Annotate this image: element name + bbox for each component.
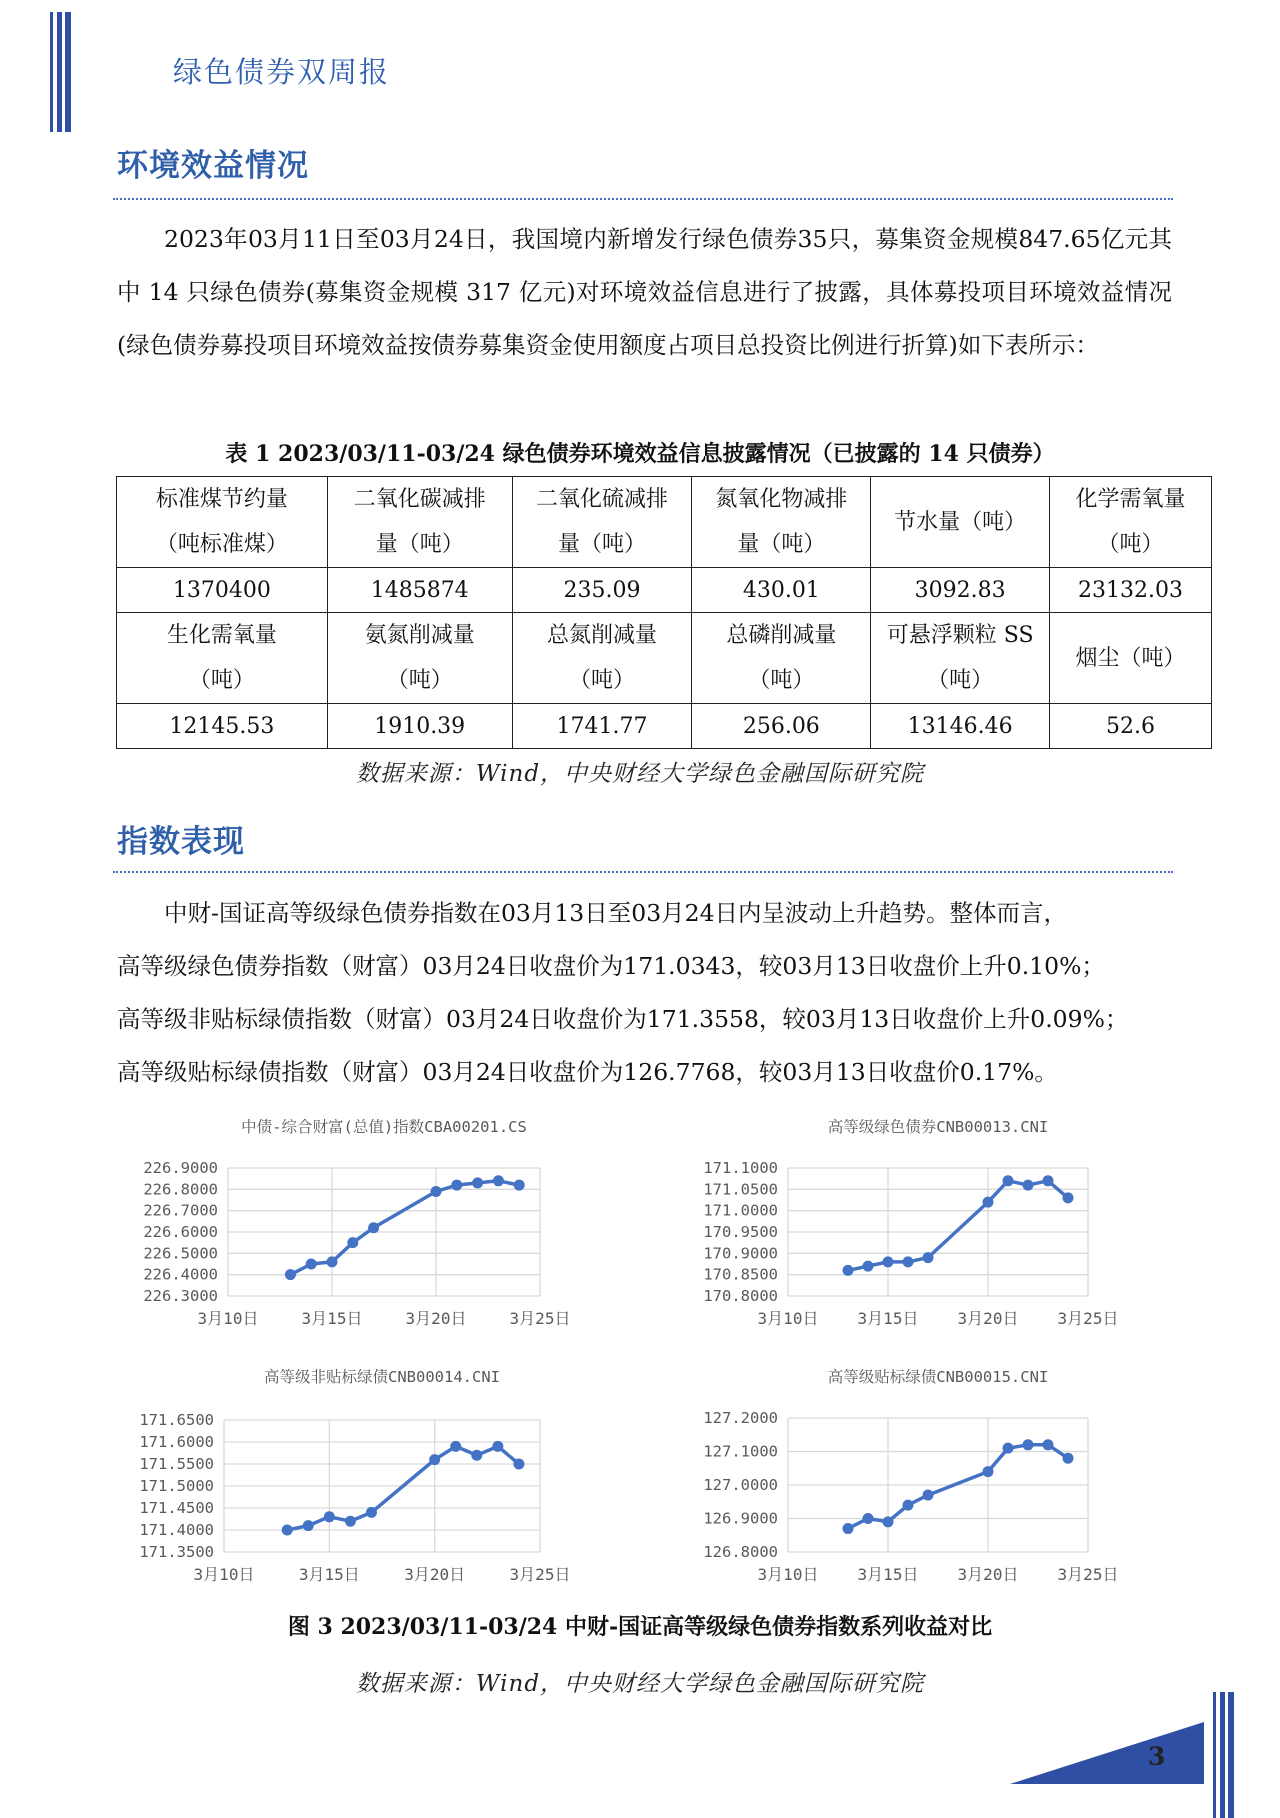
header-cell: 氨氮削减量 （吨） — [327, 613, 512, 704]
x-tick-label: 3月15日 — [301, 1309, 363, 1328]
y-tick-label: 226.8000 — [143, 1180, 218, 1199]
chart-title: 高等级贴标绿债CNB00015.CNI — [827, 1368, 1049, 1386]
table-cell: 1370400 — [117, 568, 328, 613]
paragraph-text: 2023年03月11日至03月24日，我国境内新增发行绿色债券35只，募集资金规模847.65亿元其中 14 只绿色债券(募集资金规模 317 亿元)对环境效益信息进行了披露，具体募投项目环境效益情况(绿色债券募投项目环境效益按债券募集资金使用额度占项目总投资比例进行折算)如下表所示： — [117, 225, 1172, 359]
data-point — [903, 1500, 914, 1511]
data-point — [451, 1180, 462, 1191]
data-point — [1063, 1453, 1074, 1464]
y-tick-label: 226.6000 — [143, 1223, 218, 1241]
series-line — [287, 1446, 519, 1530]
data-point — [513, 1459, 524, 1470]
x-tick-label: 3月20日 — [404, 1565, 466, 1584]
data-point — [347, 1237, 358, 1248]
y-tick-label: 126.8000 — [703, 1543, 778, 1561]
data-point — [493, 1175, 504, 1186]
data-point — [282, 1525, 293, 1536]
y-tick-label: 171.5500 — [139, 1455, 214, 1473]
data-point — [327, 1256, 338, 1267]
y-tick-label: 127.1000 — [703, 1442, 778, 1461]
data-point — [1063, 1192, 1074, 1203]
data-point — [903, 1256, 914, 1267]
x-tick-label: 3月10日 — [757, 1565, 819, 1584]
header-cell: 总氮削减量 （吨） — [512, 613, 692, 704]
data-point — [843, 1265, 854, 1276]
data-point — [450, 1441, 461, 1452]
data-point — [883, 1256, 894, 1267]
data-point — [863, 1513, 874, 1524]
data-point — [1043, 1439, 1054, 1450]
data-point — [492, 1441, 503, 1452]
data-point — [923, 1490, 934, 1501]
x-tick-label: 3月15日 — [298, 1565, 360, 1584]
x-tick-label: 3月25日 — [509, 1309, 571, 1328]
section-title-index-performance: 指数表现 — [117, 824, 245, 860]
data-point — [303, 1520, 314, 1531]
data-point — [1023, 1180, 1034, 1191]
series-line — [848, 1445, 1068, 1529]
data-point — [366, 1507, 377, 1518]
header-cell: 氮氧化物减排 量（吨） — [692, 477, 871, 568]
x-tick-label: 3月25日 — [1057, 1309, 1119, 1328]
data-point — [1023, 1439, 1034, 1450]
report-header-title: 绿色债券双周报 — [173, 55, 391, 89]
y-tick-label: 171.3500 — [139, 1543, 214, 1561]
table-row — [117, 704, 1212, 749]
section-title-environmental-benefits: 环境效益情况 — [117, 148, 309, 184]
table-cell: 1485874 — [327, 568, 512, 613]
paragraph-line: 高等级绿色债券指数（财富）03月24日收盘价为171.0343，较03月13日收盘价上升0.10%； — [117, 952, 1105, 980]
table-header-row — [117, 477, 1212, 568]
header-cell: 节水量（吨） — [871, 477, 1050, 568]
y-tick-label: 171.0500 — [703, 1180, 778, 1199]
table-cell: 12145.53 — [117, 704, 328, 749]
y-tick-label: 171.4500 — [139, 1499, 214, 1517]
data-point — [863, 1261, 874, 1272]
x-tick-label: 3月20日 — [957, 1309, 1019, 1328]
data-point — [1043, 1175, 1054, 1186]
y-tick-label: 171.1000 — [703, 1159, 778, 1177]
x-tick-label: 3月25日 — [509, 1565, 571, 1584]
y-tick-label: 226.3000 — [143, 1287, 218, 1305]
y-tick-label: 171.5000 — [139, 1477, 214, 1495]
header-cell: 生化需氧量 （吨） — [117, 613, 328, 704]
data-point — [285, 1269, 296, 1280]
y-tick-label: 127.2000 — [703, 1409, 778, 1427]
data-point — [883, 1516, 894, 1527]
y-tick-label: 171.6000 — [139, 1433, 214, 1451]
data-point — [1003, 1175, 1014, 1186]
table-cell: 256.06 — [692, 704, 871, 749]
data-point — [983, 1466, 994, 1477]
table-cell: 3092.83 — [871, 568, 1050, 613]
x-tick-label: 3月15日 — [857, 1565, 919, 1584]
chart-cnb00015 — [688, 1360, 1148, 1584]
section-divider — [113, 871, 1173, 873]
data-point — [345, 1516, 356, 1527]
index-performance-paragraph — [117, 887, 1172, 1099]
table-cell: 23132.03 — [1050, 568, 1212, 613]
table-data-source: 数据来源：Wind，中央财经大学绿色金融国际研究院 — [355, 761, 925, 787]
header-decoration-bars — [50, 12, 72, 132]
footer-triangle-decoration — [1010, 1722, 1210, 1786]
data-point — [306, 1259, 317, 1270]
table-cell: 1910.39 — [327, 704, 512, 749]
y-tick-label: 171.0000 — [703, 1201, 778, 1220]
paragraph-line: 中财-国证高等级绿色债券指数在03月13日至03月24日内呈波动上升趋势。整体而言， — [164, 899, 1068, 927]
series-line — [848, 1181, 1068, 1271]
x-tick-label: 3月20日 — [405, 1309, 467, 1328]
table-cell: 52.6 — [1050, 704, 1212, 749]
header-cell: 标准煤节约量 （吨标准煤） — [117, 477, 328, 568]
x-tick-label: 3月10日 — [757, 1309, 819, 1328]
data-point — [429, 1454, 440, 1465]
y-tick-label: 170.8500 — [703, 1265, 778, 1284]
header-cell: 总磷削减量 （吨） — [692, 613, 871, 704]
table-cell: 13146.46 — [871, 704, 1050, 749]
x-tick-label: 3月10日 — [197, 1309, 259, 1328]
header-cell: 化学需氧量 （吨） — [1050, 477, 1212, 568]
environmental-benefits-table — [116, 476, 1212, 749]
data-point — [324, 1511, 335, 1522]
table-header-row — [117, 613, 1212, 704]
chart-title: 中债-综合财富(总值)指数CBA00201.CS — [241, 1118, 527, 1136]
table-row — [117, 568, 1212, 613]
y-tick-label: 171.6500 — [139, 1411, 214, 1429]
figure-caption: 图 3 2023/03/11-03/24 中财-国证高等级绿色债券指数系列收益对比 — [287, 1614, 993, 1640]
chart-cnb00013 — [688, 1110, 1148, 1334]
paragraph-line: 高等级非贴标绿债指数（财富）03月24日收盘价为171.3558，较03月13日收盘价上升0.09%； — [117, 1005, 1129, 1033]
data-point — [472, 1177, 483, 1188]
x-tick-label: 3月20日 — [957, 1565, 1019, 1584]
y-tick-label: 170.9500 — [703, 1223, 778, 1241]
y-tick-label: 226.4000 — [143, 1265, 218, 1284]
table-caption: 表 1 2023/03/11-03/24 绿色债券环境效益信息披露情况（已披露的 14 只债券） — [225, 441, 1055, 467]
header-cell: 二氧化硫减排 量（吨） — [512, 477, 692, 568]
x-tick-label: 3月25日 — [1057, 1565, 1119, 1584]
y-tick-label: 226.7000 — [143, 1201, 218, 1220]
series-line — [290, 1181, 519, 1275]
section-divider — [113, 198, 1173, 200]
y-tick-label: 226.5000 — [143, 1244, 218, 1263]
footer-decoration-bars — [1213, 1692, 1235, 1818]
y-tick-label: 171.4000 — [139, 1521, 214, 1539]
figure-data-source: 数据来源：Wind，中央财经大学绿色金融国际研究院 — [355, 1671, 925, 1697]
chart-title: 高等级非贴标绿债CNB00014.CNI — [264, 1368, 500, 1386]
chart-cnb00014 — [118, 1360, 571, 1584]
header-cell: 二氧化碳减排 量（吨） — [327, 477, 512, 568]
table-cell: 1741.77 — [512, 704, 692, 749]
data-point — [471, 1450, 482, 1461]
x-tick-label: 3月15日 — [857, 1309, 919, 1328]
header-cell: 烟尘（吨） — [1050, 613, 1212, 704]
y-tick-label: 226.9000 — [143, 1159, 218, 1177]
data-point — [923, 1252, 934, 1263]
y-tick-label: 170.8000 — [703, 1287, 778, 1305]
y-tick-label: 170.9000 — [703, 1244, 778, 1263]
page-number: 3 — [1148, 1742, 1166, 1771]
data-point — [431, 1186, 442, 1197]
x-tick-label: 3月10日 — [193, 1565, 255, 1584]
chart-title: 高等级绿色债券CNB00013.CNI — [827, 1118, 1049, 1136]
header-cell: 可悬浮颗粒 SS （吨） — [871, 613, 1050, 704]
chart-cba00201 — [118, 1110, 571, 1334]
y-tick-label: 127.0000 — [703, 1476, 778, 1494]
table-cell: 430.01 — [692, 568, 871, 613]
environmental-benefits-paragraph — [117, 213, 1172, 372]
data-point — [514, 1180, 525, 1191]
data-point — [1003, 1443, 1014, 1454]
table-cell: 235.09 — [512, 568, 692, 613]
paragraph-line: 高等级贴标绿债指数（财富）03月24日收盘价为126.7768，较03月13日收盘价0.17%。 — [117, 1058, 1058, 1086]
data-point — [368, 1222, 379, 1233]
data-point — [843, 1523, 854, 1534]
data-point — [983, 1197, 994, 1208]
y-tick-label: 126.9000 — [703, 1509, 778, 1528]
